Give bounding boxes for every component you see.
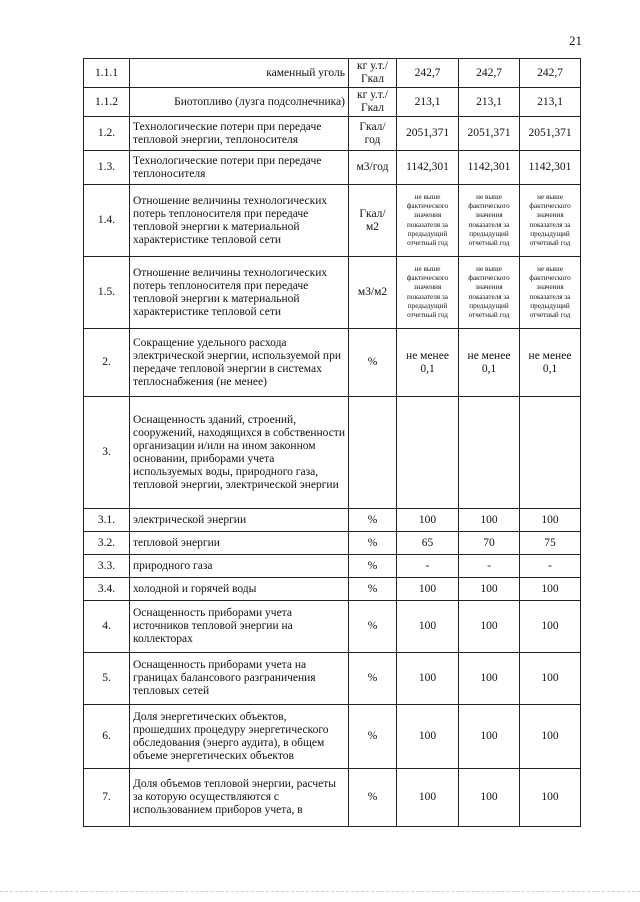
indicator-name: Технологические потери при передаче тепловой энергии, теплоносителя <box>130 117 349 151</box>
value-year-2: 242,7 <box>459 59 520 88</box>
unit-of-measure: % <box>349 653 397 705</box>
value-year-1: 100 <box>397 578 459 601</box>
value-year-2: не менее 0,1 <box>459 329 520 397</box>
value-year-3: 100 <box>520 601 581 653</box>
table-row <box>84 653 581 705</box>
unit-of-measure: м3/год <box>349 151 397 185</box>
indicator-name: Оснащенность зданий, строений, сооружений, находящихся в собственности организации и/или на ином законном основании, приборами учета используемых воды, природного газа, тепловой энергии, электрической энергии <box>130 397 349 509</box>
indicator-name: каменный уголь <box>130 59 349 88</box>
scan-edge-line <box>0 891 640 892</box>
indicator-name: Технологические потери при передаче теплоносителя <box>130 151 349 185</box>
row-number: 3.3. <box>84 555 130 578</box>
value-year-2: - <box>459 555 520 578</box>
indicator-name: Сокращение удельного расхода электрической энергии, используемой при передаче тепловой энергии в системах теплоснабжения (не менее) <box>130 329 349 397</box>
indicator-name: Отношение величины технологических потерь теплоносителя при передаче тепловой энергии к материальной характеристике тепловой сети <box>130 185 349 257</box>
value-year-2: 100 <box>459 601 520 653</box>
value-year-1: - <box>397 555 459 578</box>
value-year-1: 100 <box>397 653 459 705</box>
value-year-3: 100 <box>520 509 581 532</box>
value-year-3: не выше фактического значения показателя за предыдущий отчетный год <box>520 185 581 257</box>
value-year-2: не выше фактического значения показателя за предыдущий отчетный год <box>459 257 520 329</box>
indicator-name: Отношение величины технологических потерь теплоносителя при передаче тепловой энергии к материальной характеристике тепловой сети <box>130 257 349 329</box>
row-number: 1.1.2 <box>84 88 130 117</box>
table-row <box>84 705 581 769</box>
table-row <box>84 117 581 151</box>
value-year-1 <box>397 397 459 509</box>
table-row <box>84 185 581 257</box>
indicator-name: Оснащенность приборами учета источников тепловой энергии на коллекторах <box>130 601 349 653</box>
indicator-name: Биотопливо (лузга подсолнечника) <box>130 88 349 117</box>
table-row <box>84 59 581 88</box>
table-row <box>84 88 581 117</box>
value-year-3: 242,7 <box>520 59 581 88</box>
value-year-1: не выше фактического значения показателя за предыдущий отчетный год <box>397 185 459 257</box>
unit-of-measure <box>349 397 397 509</box>
value-year-2: 1142,301 <box>459 151 520 185</box>
row-number: 3.4. <box>84 578 130 601</box>
value-year-3: 75 <box>520 532 581 555</box>
value-year-1: 100 <box>397 509 459 532</box>
unit-of-measure: кг у.т./ Гкал <box>349 88 397 117</box>
value-year-1: не выше фактического значения показателя за предыдущий отчетный год <box>397 257 459 329</box>
value-year-2 <box>459 397 520 509</box>
row-number: 6. <box>84 705 130 769</box>
unit-of-measure: кг у.т./ Гкал <box>349 59 397 88</box>
value-year-3: 213,1 <box>520 88 581 117</box>
unit-of-measure: Гкал/ м2 <box>349 185 397 257</box>
indicator-name: холодной и горячей воды <box>130 578 349 601</box>
row-number: 7. <box>84 769 130 827</box>
value-year-3: 2051,371 <box>520 117 581 151</box>
value-year-2: 100 <box>459 653 520 705</box>
value-year-2: 100 <box>459 769 520 827</box>
value-year-3 <box>520 397 581 509</box>
value-year-1: не менее 0,1 <box>397 329 459 397</box>
table-row <box>84 257 581 329</box>
unit-of-measure: % <box>349 578 397 601</box>
table-row <box>84 532 581 555</box>
table-row <box>84 769 581 827</box>
value-year-1: 1142,301 <box>397 151 459 185</box>
unit-of-measure: м3/м2 <box>349 257 397 329</box>
value-year-3: 100 <box>520 653 581 705</box>
unit-of-measure: % <box>349 532 397 555</box>
table-row <box>84 601 581 653</box>
row-number: 1.3. <box>84 151 130 185</box>
indicator-name: тепловой энергии <box>130 532 349 555</box>
row-number: 1.5. <box>84 257 130 329</box>
indicators-table <box>83 58 581 827</box>
value-year-2: не выше фактического значения показателя за предыдущий отчетный год <box>459 185 520 257</box>
value-year-2: 100 <box>459 509 520 532</box>
value-year-2: 100 <box>459 578 520 601</box>
value-year-3: - <box>520 555 581 578</box>
value-year-1: 100 <box>397 601 459 653</box>
unit-of-measure: % <box>349 601 397 653</box>
table-row <box>84 151 581 185</box>
unit-of-measure: Гкал/ год <box>349 117 397 151</box>
row-number: 5. <box>84 653 130 705</box>
unit-of-measure: % <box>349 769 397 827</box>
row-number: 3. <box>84 397 130 509</box>
row-number: 3.1. <box>84 509 130 532</box>
table-row <box>84 555 581 578</box>
indicator-name: электрической энергии <box>130 509 349 532</box>
value-year-3: 100 <box>520 769 581 827</box>
table-row <box>84 329 581 397</box>
table-row <box>84 397 581 509</box>
unit-of-measure: % <box>349 509 397 532</box>
value-year-1: 242,7 <box>397 59 459 88</box>
row-number: 1.1.1 <box>84 59 130 88</box>
value-year-3: 100 <box>520 578 581 601</box>
value-year-3: 1142,301 <box>520 151 581 185</box>
value-year-3: не менее 0,1 <box>520 329 581 397</box>
page-number: 21 <box>569 33 582 48</box>
value-year-3: 100 <box>520 705 581 769</box>
value-year-2: 70 <box>459 532 520 555</box>
value-year-1: 2051,371 <box>397 117 459 151</box>
unit-of-measure: % <box>349 329 397 397</box>
row-number: 1.4. <box>84 185 130 257</box>
indicator-name: Доля энергетических объектов, прошедших процедуру энергетического обследования (энерго аудита), в общем объеме энергетических объектов <box>130 705 349 769</box>
value-year-1: 100 <box>397 769 459 827</box>
value-year-2: 2051,371 <box>459 117 520 151</box>
row-number: 3.2. <box>84 532 130 555</box>
value-year-2: 213,1 <box>459 88 520 117</box>
indicator-name: Доля объемов тепловой энергии, расчеты за которую осуществляются с использованием приборов учета, в <box>130 769 349 827</box>
unit-of-measure: % <box>349 705 397 769</box>
row-number: 4. <box>84 601 130 653</box>
value-year-1: 213,1 <box>397 88 459 117</box>
value-year-1: 100 <box>397 705 459 769</box>
unit-of-measure: % <box>349 555 397 578</box>
value-year-3: не выше фактического значения показателя за предыдущий отчетный год <box>520 257 581 329</box>
row-number: 1.2. <box>84 117 130 151</box>
indicator-name: природного газа <box>130 555 349 578</box>
table-row <box>84 509 581 532</box>
row-number: 2. <box>84 329 130 397</box>
table-row <box>84 578 581 601</box>
value-year-2: 100 <box>459 705 520 769</box>
value-year-1: 65 <box>397 532 459 555</box>
indicator-name: Оснащенность приборами учета на границах балансового разграничения тепловых сетей <box>130 653 349 705</box>
